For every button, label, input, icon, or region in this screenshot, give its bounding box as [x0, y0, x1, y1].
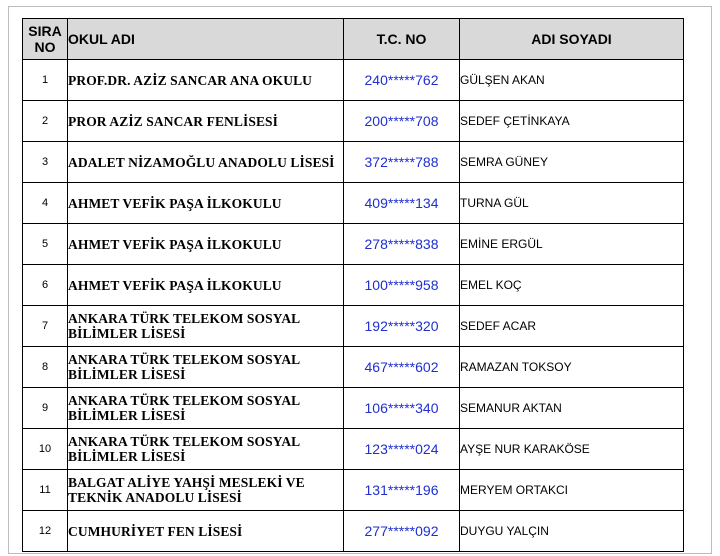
- tc-number: 123*****024: [344, 429, 460, 470]
- tc-number: 192*****320: [344, 306, 460, 347]
- row-number: 5: [23, 224, 68, 265]
- person-name: SEDEF ÇETİNKAYA: [460, 101, 684, 142]
- school-name: CUMHURİYET FEN LİSESİ: [68, 511, 344, 552]
- tc-number: 200*****708: [344, 101, 460, 142]
- tc-number: 240*****762: [344, 60, 460, 101]
- school-name: PROR AZİZ SANCAR FENLİSESİ: [68, 101, 344, 142]
- tc-number: 131*****196: [344, 470, 460, 511]
- school-name: ANKARA TÜRK TELEKOM SOSYAL BİLİMLER LİSESİ: [68, 429, 344, 470]
- row-number: 4: [23, 183, 68, 224]
- person-name: SEMRA GÜNEY: [460, 142, 684, 183]
- school-name: ADALET NİZAMOĞLU ANADOLU LİSESİ: [68, 142, 344, 183]
- tc-number: 409*****134: [344, 183, 460, 224]
- person-name: EMİNE ERGÜL: [460, 224, 684, 265]
- table-row: [23, 183, 684, 224]
- header-adi-soyadi: ADI SOYADI: [460, 19, 684, 60]
- school-name: PROF.DR. AZİZ SANCAR ANA OKULU: [68, 60, 344, 101]
- tc-number: 106*****340: [344, 388, 460, 429]
- row-number: 3: [23, 142, 68, 183]
- header-okul-adi: OKUL ADI: [68, 19, 344, 60]
- person-name: EMEL KOÇ: [460, 265, 684, 306]
- table-row: [23, 265, 684, 306]
- school-name: ANKARA TÜRK TELEKOM SOSYAL BİLİMLER LİSESİ: [68, 306, 344, 347]
- table-row: [23, 429, 684, 470]
- person-name: GÜLŞEN AKAN: [460, 60, 684, 101]
- school-name: AHMET VEFİK PAŞA İLKOKULU: [68, 183, 344, 224]
- row-number: 2: [23, 101, 68, 142]
- tc-number: 467*****602: [344, 347, 460, 388]
- table-row: [23, 306, 684, 347]
- tc-number: 100*****958: [344, 265, 460, 306]
- person-name: TURNA GÜL: [460, 183, 684, 224]
- tc-number: 277*****092: [344, 511, 460, 552]
- table-row: [23, 470, 684, 511]
- row-number: 8: [23, 347, 68, 388]
- tc-number: 278*****838: [344, 224, 460, 265]
- header-tc-no: T.C. NO: [344, 19, 460, 60]
- table-row: [23, 347, 684, 388]
- row-number: 10: [23, 429, 68, 470]
- person-name: SEMANUR AKTAN: [460, 388, 684, 429]
- row-number: 7: [23, 306, 68, 347]
- person-name: MERYEM ORTAKCI: [460, 470, 684, 511]
- table-row: [23, 60, 684, 101]
- tc-number: 372*****788: [344, 142, 460, 183]
- school-name: AHMET VEFİK PAŞA İLKOKULU: [68, 224, 344, 265]
- school-name: ANKARA TÜRK TELEKOM SOSYAL BİLİMLER LİSESİ: [68, 347, 344, 388]
- table-row: [23, 224, 684, 265]
- school-name: AHMET VEFİK PAŞA İLKOKULU: [68, 265, 344, 306]
- table-row: [23, 388, 684, 429]
- table-row: [23, 101, 684, 142]
- table-header-row: [23, 19, 684, 60]
- row-number: 12: [23, 511, 68, 552]
- person-name: DUYGU YALÇIN: [460, 511, 684, 552]
- school-name: BALGAT ALİYE YAHŞİ MESLEKİ VE TEKNİK ANADOLU LİSESİ: [68, 470, 344, 511]
- table-row: [23, 142, 684, 183]
- school-name: ANKARA TÜRK TELEKOM SOSYAL BİLİMLER LİSESİ: [68, 388, 344, 429]
- header-sira-no: SIRA NO: [23, 19, 68, 60]
- person-name: AYŞE NUR KARAKÖSE: [460, 429, 684, 470]
- row-number: 6: [23, 265, 68, 306]
- person-name: RAMAZAN TOKSOY: [460, 347, 684, 388]
- row-number: 1: [23, 60, 68, 101]
- staff-table: [22, 18, 684, 552]
- row-number: 9: [23, 388, 68, 429]
- table-row: [23, 511, 684, 552]
- person-name: SEDEF ACAR: [460, 306, 684, 347]
- row-number: 11: [23, 470, 68, 511]
